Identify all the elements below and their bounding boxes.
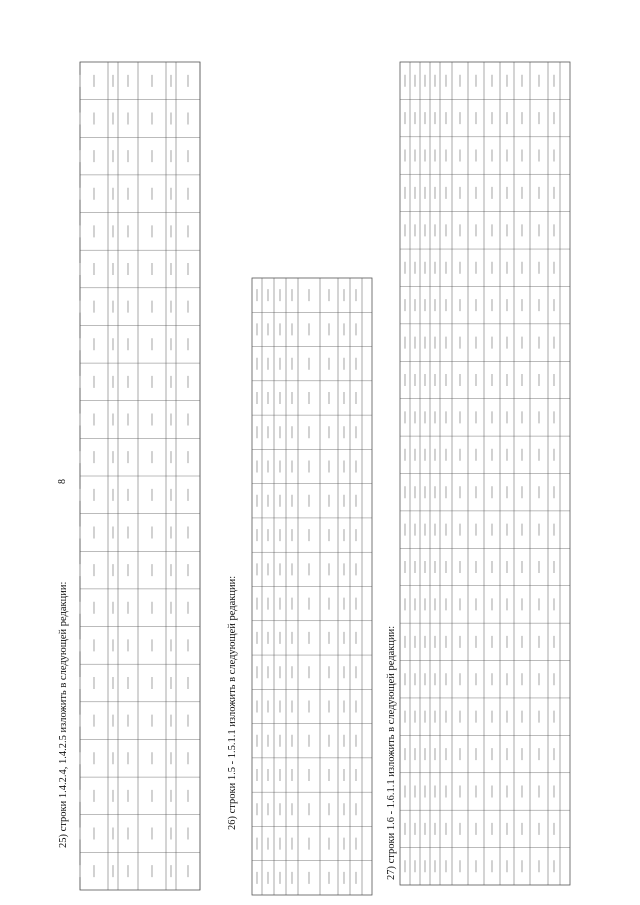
section-25-caption: 25) строки 1.4.2.4, 1.4.2.5 изложить в следующей редакции: — [58, 581, 69, 848]
section-26-caption: 26) строки 1.5 - 1.5.1.1 изложить в следующей редакции: — [227, 575, 238, 830]
section-27-caption: 27) строки 1.6 - 1.6.1.1 изложить в следующей редакции: — [386, 625, 397, 880]
page-number: 8 — [57, 479, 68, 484]
